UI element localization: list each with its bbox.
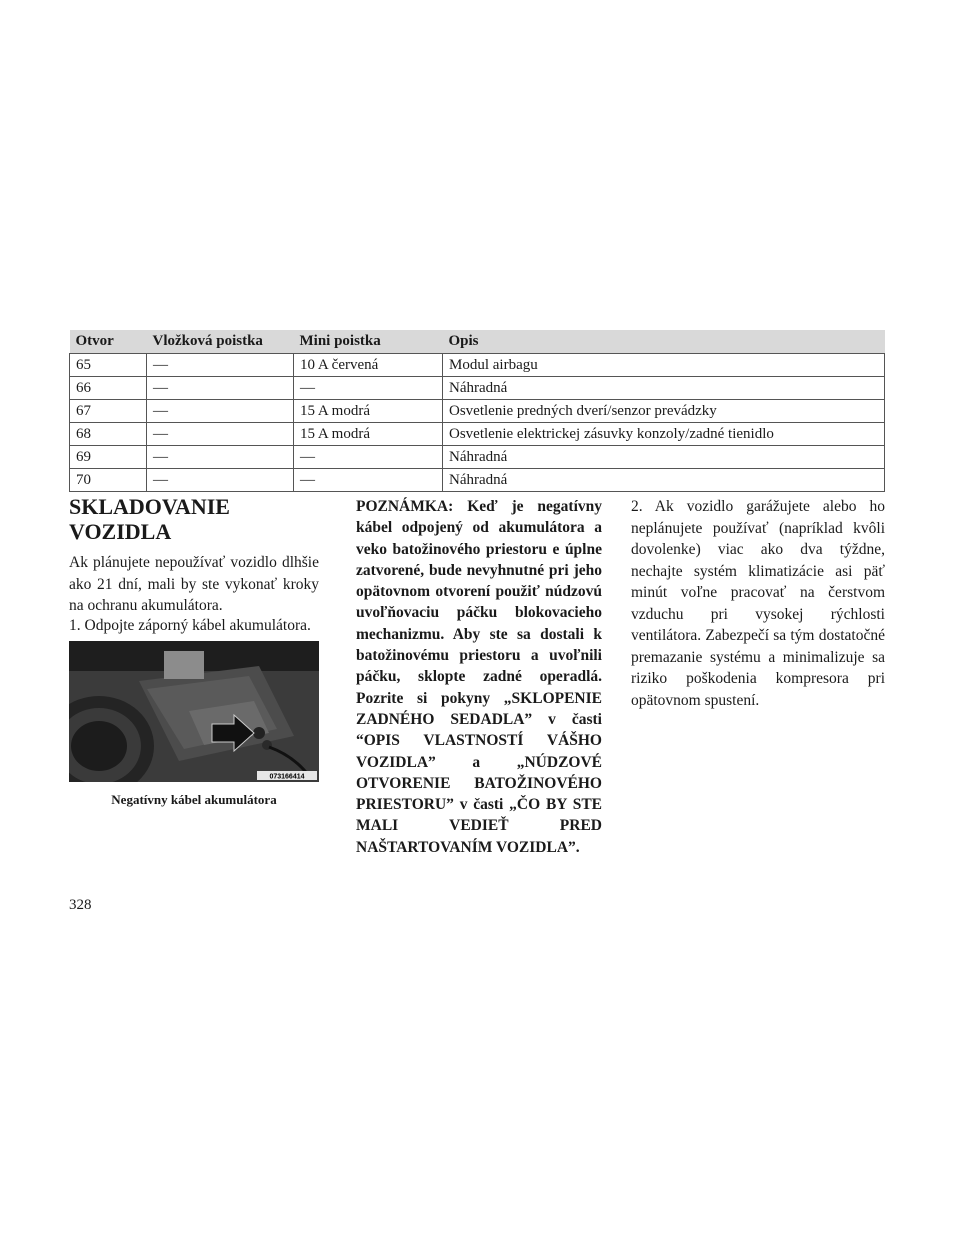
- table-row: [70, 469, 885, 492]
- cell-mini: 15 A modrá: [294, 423, 443, 446]
- table-row: [70, 400, 885, 423]
- table-row: [70, 446, 885, 469]
- header-opis: Opis: [443, 330, 885, 354]
- cell-vlozkova: —: [147, 423, 294, 446]
- cell-mini: —: [294, 446, 443, 469]
- step-2-text: 2. Ak vozidlo garážujete alebo ho neplánujete používať (napríklad kvôli dovolenke) viac ako dva týždne, nechajte systém klimatizácie asi päť minút voľne pracovať na čerstvom vzduchu pri vysokej rýchlosti ventilátora. Zabezpečí sa tým dostatočné premazanie systému a minimalizuje sa riziko poškodenia kompresora pri opätovnom spustení.: [631, 498, 885, 709]
- cell-mini: —: [294, 469, 443, 492]
- cell-opis: Náhradná: [443, 377, 885, 400]
- cell-vlozkova: —: [147, 469, 294, 492]
- battery-cable-photo: [69, 641, 319, 782]
- page-number: 328: [69, 897, 92, 913]
- cell-otvor: 70: [70, 469, 147, 492]
- cell-opis: Náhradná: [443, 469, 885, 492]
- table-row: [70, 354, 885, 377]
- header-mini-poistka: Mini poistka: [294, 330, 443, 354]
- cell-vlozkova: —: [147, 400, 294, 423]
- table-row: [70, 377, 885, 400]
- cell-mini: —: [294, 377, 443, 400]
- cell-vlozkova: —: [147, 446, 294, 469]
- cell-opis: Náhradná: [443, 446, 885, 469]
- note-paragraph: POZNÁMKA: Keď je negatívny kábel odpojený od akumulátora a veko batožinového priestoru e úplne zatvorené, bude nevyhnutné pri jeho opätovnom otvorení použiť núdzovú uvoľňovaciu páčku blokovacieho mechanizmu. Aby ste sa dostali k batožinovému priestoru a uvoľnili páčku, sklopte zadné operadlá. Pozrite si pokyny „SKLOPENIE ZADNÉHO SEDADLA” v časti “OPIS VLASTNOSTÍ VÁŠHO VOZIDLA” a „NÚDZOVÉ OTVORENIE BATOŽINOVÉHO PRIESTORU” v časti „ČO BY STE MALI VEDIEŤ PRED NAŠTARTOVANÍM VOZIDLA”.: [356, 498, 602, 856]
- table-header-row: [70, 330, 885, 354]
- cell-otvor: 68: [70, 423, 147, 446]
- cell-otvor: 66: [70, 377, 147, 400]
- cell-opis: Osvetlenie elektrickej zásuvky konzoly/zadné tienidlo: [443, 423, 885, 446]
- photo-caption: Negatívny kábel akumulátora: [111, 792, 277, 807]
- cell-opis: Modul airbagu: [443, 354, 885, 377]
- cell-vlozkova: —: [147, 377, 294, 400]
- cell-mini: 10 A červená: [294, 354, 443, 377]
- cell-vlozkova: —: [147, 354, 294, 377]
- header-vlozkova-poistka: Vložková poistka: [147, 330, 294, 354]
- header-otvor: Otvor: [70, 330, 147, 354]
- cell-otvor: 69: [70, 446, 147, 469]
- intro-paragraph: Ak plánujete nepoužívať vozidlo dlhšie ako 21 dní, mali by ste vykonať kroky na ochranu akumulátora.: [69, 554, 319, 614]
- cell-opis: Osvetlenie predných dverí/senzor prevádzky: [443, 400, 885, 423]
- fuse-table: [69, 330, 885, 492]
- section-heading: SKLADOVANIE VOZIDLA: [69, 494, 230, 544]
- cell-otvor: 67: [70, 400, 147, 423]
- cell-otvor: 65: [70, 354, 147, 377]
- table-row: [70, 423, 885, 446]
- step-1-text: 1. Odpojte záporný kábel akumulátora.: [69, 617, 311, 634]
- photo-code: 073166414: [269, 773, 305, 781]
- cell-mini: 15 A modrá: [294, 400, 443, 423]
